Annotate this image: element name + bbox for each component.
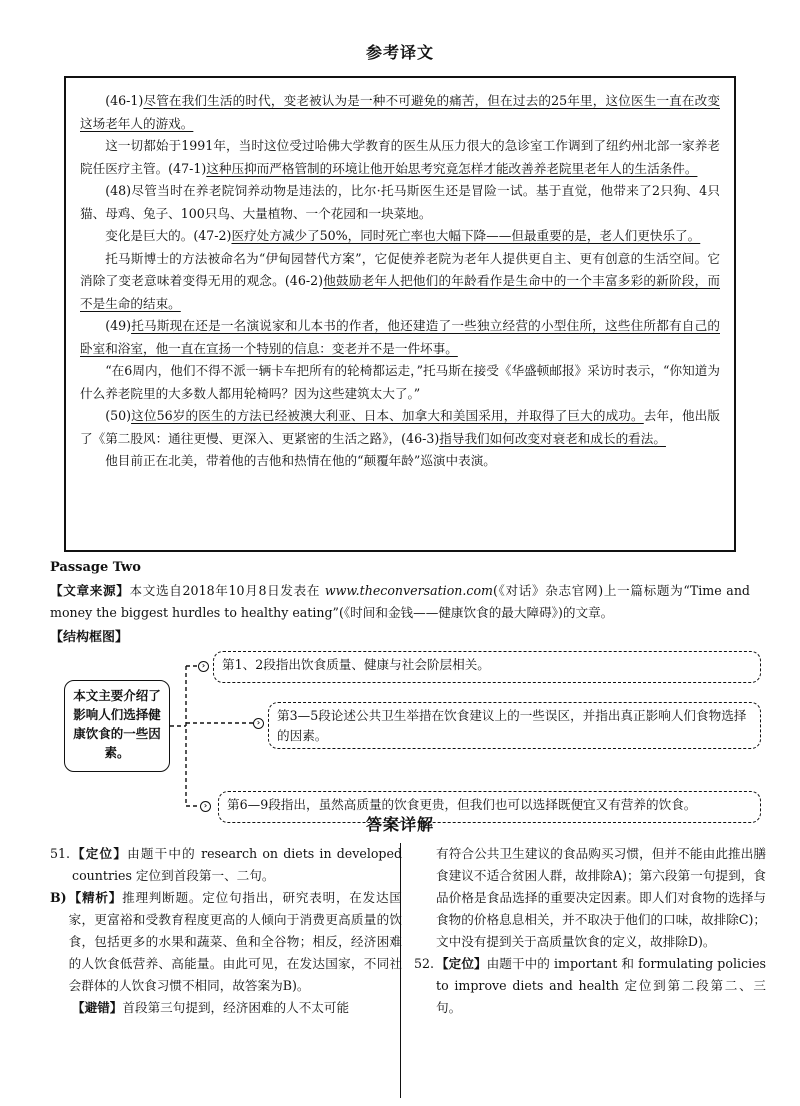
answer-letter: B) xyxy=(50,890,67,905)
question-51-continued: 有符合公共卫生建议的食品购买习惯，但并不能由此推出膳食建议不适合贫困人群，故排除A)；第六段第一句提到，食品价格是食品选择的重要决定因素。即人们对食物的选择与食物的价格息息相关，并不取决于他们的口味，故排除C)；文中没有提到关于高质量饮食的定义，故排除D)。 xyxy=(436,846,766,949)
structure-branch-2: 第3—5段论述公共卫生举措在饮食建议上的一些误区，并指出真正影响人们食物选择的因素。 xyxy=(268,702,761,749)
structure-heading: 【结构框图】 xyxy=(50,630,129,645)
question-51-locate: 51. 【定位】由题干中的 research on diets in developed countries 定位到首段第一、二句。 xyxy=(50,843,402,887)
translation-paragraph: (48)尽管当时在养老院饲养动物是违法的，比尔·托马斯医生还是冒险一试。基于直觉，他带来了2只狗、4只猫、母鸡、兔子、100只鸟、大量植物、一个花园和一块菜地。 xyxy=(80,183,720,221)
arrow-bullet-icon: › xyxy=(198,661,209,672)
structure-branch-3: 第6—9段指出，虽然高质量的饮食更贵，但我们也可以选择既便宜又有营养的饮食。 xyxy=(218,791,761,823)
question-51-analysis: B) 【精析】推理判断题。定位句指出，研究表明，在发达国家，更富裕和受教育程度更高的人倾向于消费更高质量的饮食，包括更多的水果和蔬菜、鱼和全谷物；相反，经济困难的人饮食低营养、高能量。由此可见，在发达国家，不同社会群体的人饮食习惯不相同，故答案为B)。 xyxy=(50,887,402,997)
arrow-bullet-icon: › xyxy=(253,718,264,729)
translation-paragraph: (49)托马斯现在还是一名演说家和儿本书的作者，他还建造了一些独立经营的小型住所，这些住所都有自己的卧室和浴室，他一直在宣扬一个特别的信息：变老并不是一件坏事。 xyxy=(80,318,720,356)
answer-explanation-title: 答案详解 xyxy=(365,815,434,834)
source-tag: 【文章来源】 xyxy=(50,583,130,598)
question-number: 52. xyxy=(414,956,435,971)
question-52-locate: 52. 【定位】由题干中的 important 和 formulating policies to improve diets and health 定位到第二段第二、三句。 xyxy=(414,953,766,1019)
structure-branch-1: 第1、2段指出饮食质量、健康与社会阶层相关。 xyxy=(213,651,761,683)
translation-paragraph: 变化是巨大的。(47-2)医疗处方减少了50%，同时死亡率也大幅下降——但最重要的是，老人们更快乐了。 xyxy=(105,228,701,243)
answers-left-column xyxy=(50,843,402,1019)
question-51-avoid-error: 【避错】首段第三句提到，经济困难的人不太可能 xyxy=(72,1000,350,1015)
article-source: 【文章来源】本文选自2018年10月8日发表在 www.theconversation.com(《对话》杂志官网)上一篇标题为“Time and money the biggest hurdles to healthy eating”(《时间和金钱——健康饮食的最大障碍》)的文章。 xyxy=(50,583,750,620)
translation-paragraph: (46-1)尽管在我们生活的时代，变老被认为是一种不可避免的痛苦，但在过去的25年里，这位医生一直在改变这场老年人的游戏。 xyxy=(80,93,720,131)
question-number: 51. xyxy=(50,846,71,861)
column-divider xyxy=(400,843,401,1098)
translation-paragraph: 他目前正在北美，带着他的吉他和热情在他的“颠覆年龄”巡演中表演。 xyxy=(105,453,496,468)
structure-main-topic: 本文主要介绍了影响人们选择健康饮食的一些因素。 xyxy=(64,680,170,772)
translation-paragraph: 托马斯博士的方法被命名为“伊甸园替代方案”，它促使养老院为老年人提供更自主、更有创意的生活空间。它消除了变老意味着变得无用的观念。(46-2)他鼓励老年人把他们的年龄看作是生命中的一个丰富多彩的新阶段，而不是生命的结束。 xyxy=(80,250,720,311)
reference-translation-title: 参考译文 xyxy=(365,43,434,62)
arrow-bullet-icon: › xyxy=(200,801,211,812)
translation-paragraph: (50)这位56岁的医生的方法已经被澳大利亚、日本、加拿大和美国采用，并取得了巨大的成功。去年，他出版了《第二股风：通往更慢、更深入、更紧密的生活之路》，(46-3)指导我们如何改变对衰老和成长的看法。 xyxy=(80,408,721,446)
answers-right-column xyxy=(414,843,766,1019)
translation-paragraph: 这一切都始于1991年，当时这位受过哈佛大学教育的医生从压力很大的急诊室工作调到了纽约州北部一家养老院任医疗主管。(47-1)这种压抑而严格管制的环境让他开始思考究竟怎样才能改善养老院里老年人的生活条件。 xyxy=(80,138,720,176)
passage-two-heading: Passage Two xyxy=(50,560,141,575)
translation-paragraph: “在6周内，他们不得不派一辆卡车把所有的轮椅都运走，”托马斯在接受《华盛顿邮报》采访时表示，“你知道为什么养老院里的大多数人都用轮椅吗？因为这些建筑太大了。” xyxy=(80,363,720,401)
source-website: www.theconversation.com xyxy=(324,583,493,598)
